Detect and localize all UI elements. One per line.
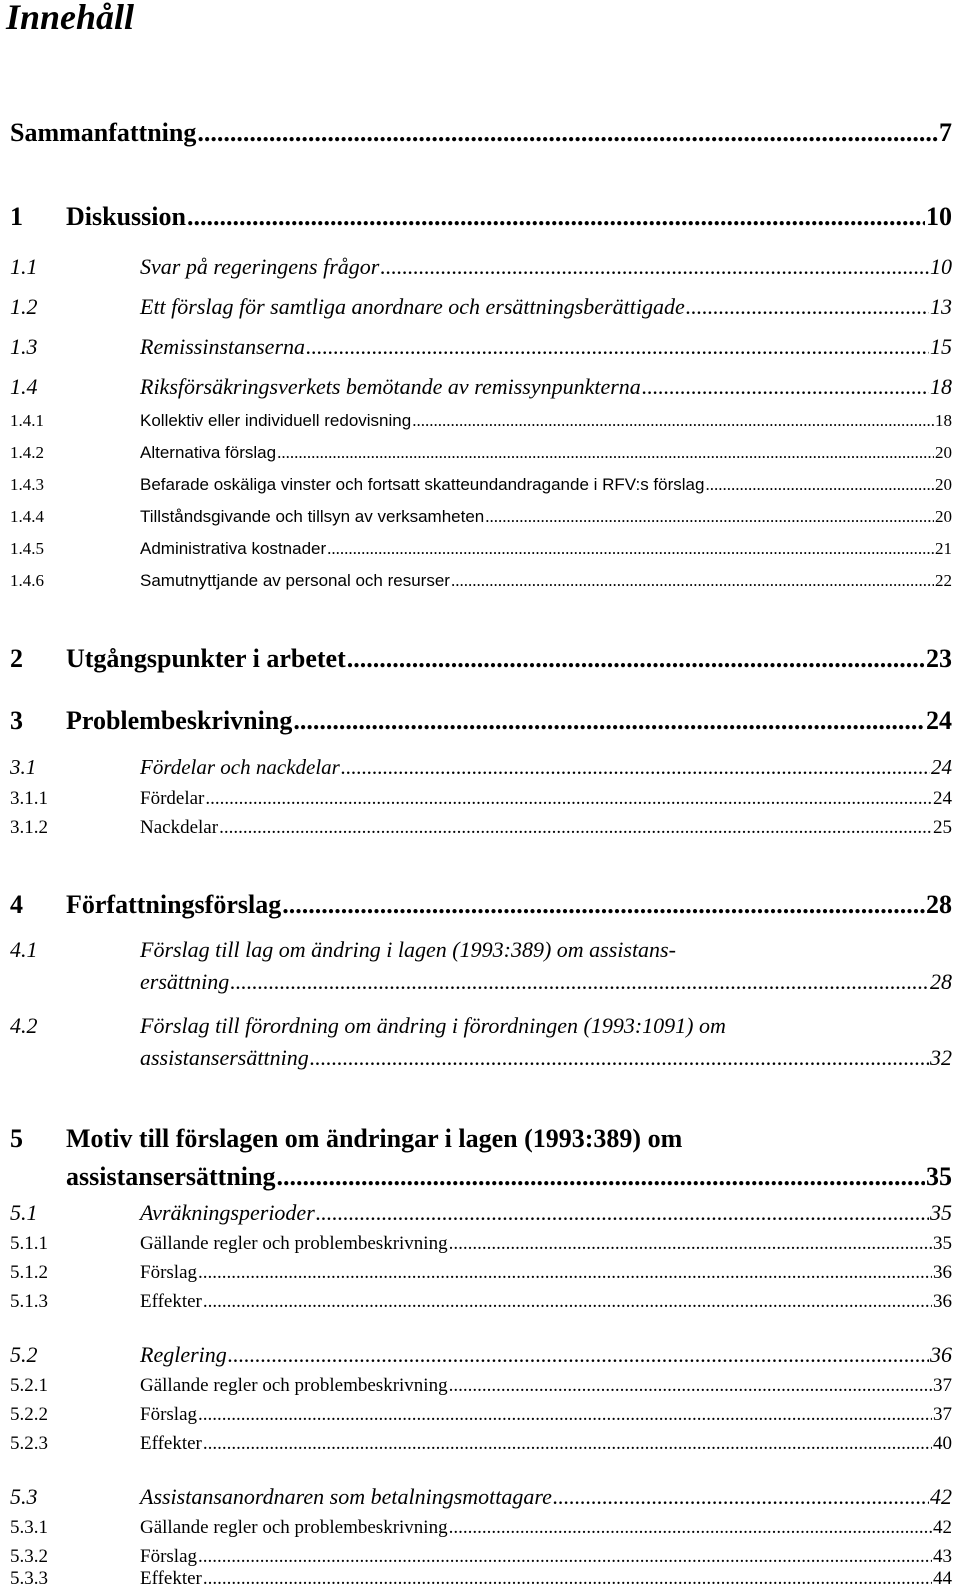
toc-leader-dots [327,539,934,559]
toc-title-line-1: Förslag till förordning om ändring i förordningen (1993:1091) om [140,1013,726,1038]
toc-leader-dots [276,1158,925,1196]
toc-leader-dots [306,334,929,360]
toc-leader-dots [205,788,932,810]
toc-entry-5-2-3[interactable] [10,1433,952,1455]
toc-title: Svar på regeringens frågor [140,254,380,279]
toc-title: Reglering [140,1342,227,1367]
toc-page-number: 37 [933,1375,952,1396]
toc-page-number: 42 [933,1517,952,1538]
toc-title: Effekter [140,1433,202,1454]
toc-leader-dots [380,254,929,280]
toc-number: 5.1.2 [10,1262,48,1283]
toc-entry-1-4-2[interactable] [10,443,952,463]
toc-entry-3-1[interactable] [10,755,952,780]
toc-page-number: 15 [930,334,952,359]
toc-title: Gällande regler och problembeskrivning [140,1517,448,1538]
toc-page-number: 32 [930,1045,952,1070]
toc-entry-1-1[interactable] [10,254,952,280]
toc-leader-dots [203,1291,932,1313]
toc-leader-dots [347,644,925,674]
toc-page-number: 10 [930,254,952,279]
toc-leader-dots [282,890,925,920]
toc-leader-dots [451,571,934,591]
toc-title: Fördelar och nackdelar [140,755,340,779]
toc-entry-1-3[interactable] [10,334,952,360]
toc-page-number: 10 [926,202,952,231]
toc-number: 2 [10,644,23,673]
toc-entry-3[interactable] [10,706,952,736]
toc-entry-4-2[interactable] [10,1010,952,1074]
toc-number: 5.1 [10,1200,38,1225]
toc-leader-dots [341,755,930,780]
toc-leader-dots [412,411,934,431]
toc-page-number: 23 [926,644,952,673]
toc-number: 1.4.2 [10,443,44,462]
toc-entry-1-4-3[interactable] [10,475,952,495]
toc-title: Effekter [140,1291,202,1312]
toc-page-number: 43 [933,1546,952,1567]
toc-leader-dots [198,1546,932,1568]
toc-number: 4 [10,890,23,919]
toc-number: 5.3.3 [10,1568,48,1589]
toc-number: 1.4.5 [10,539,44,558]
toc-number: 4.1 [10,937,38,962]
toc-page-number: 22 [935,571,952,590]
toc-page-number: 35 [930,1200,952,1225]
toc-page-number: 13 [930,294,952,319]
toc-leader-dots [293,706,925,736]
toc-title-line-2: assistansersättning [140,1045,309,1070]
toc-number: 4.2 [10,1013,38,1038]
toc-page-number: 20 [935,443,952,462]
toc-leader-dots [449,1375,932,1397]
toc-entry-5-1-2[interactable] [10,1262,952,1284]
toc-entry-1-4-5[interactable] [10,539,952,559]
toc-leader-dots [705,475,934,495]
toc-entry-5-3-3[interactable] [10,1568,952,1590]
toc-number: 1.4.1 [10,411,44,430]
toc-page-number: 18 [930,374,952,399]
toc-page-number: 36 [933,1262,952,1283]
toc-page-number: 44 [933,1568,952,1589]
toc-number: 3.1.1 [10,788,48,809]
toc-number: 3.1 [10,755,37,779]
toc-page-number: 24 [926,706,952,735]
toc-title-line-1: Motiv till förslagen om ändringar i lagen (1993:389) om [66,1124,683,1153]
toc-page-number: 25 [933,817,952,838]
toc-title-line-2: assistansersättning [66,1162,276,1191]
toc-number: 5.3 [10,1484,38,1509]
toc-page-number: 40 [933,1433,952,1454]
toc-number: 5.2.1 [10,1375,48,1396]
toc-leader-dots [203,1568,932,1590]
toc-number: 5.3.1 [10,1517,48,1538]
toc-leader-dots [553,1484,929,1510]
toc-page-number: 24 [931,755,952,779]
toc-leader-dots [686,294,929,320]
toc-title: Remissinstanserna [140,334,305,359]
toc-leader-dots [187,202,925,232]
toc-entry-1-2[interactable] [10,294,952,320]
toc-title: Problembeskrivning [66,706,293,735]
toc-page-number: 18 [935,411,952,430]
toc-entry-5-1-1[interactable] [10,1233,952,1255]
toc-leader-dots [642,374,929,400]
toc-leader-dots [197,118,938,148]
toc-title: Nackdelar [140,817,219,838]
toc-entry-5-1[interactable] [10,1200,952,1226]
toc-leader-dots [449,1233,932,1255]
toc-entry-1-4[interactable] [10,374,952,400]
toc-page-number: 28 [926,890,952,919]
toc-page-number: 20 [935,507,952,526]
toc-number: 5 [10,1124,23,1153]
toc-entry-1-4-4[interactable] [10,507,952,527]
toc-number: 5.2.2 [10,1404,48,1425]
toc-number: 1.4.3 [10,475,44,494]
toc-leader-dots [219,817,932,839]
toc-leader-dots [277,443,934,463]
toc-title-line-1: Förslag till lag om ändring i lagen (1993:389) om assistans- [140,937,676,962]
toc-title: Diskussion [66,202,186,231]
toc-page-number: 21 [935,539,952,558]
toc-leader-dots [310,1042,929,1074]
toc-title: Sammanfattning [10,118,197,147]
toc-number: 5.1.3 [10,1291,48,1312]
toc-number: 3.1.2 [10,817,48,838]
toc-entry-1[interactable] [10,202,952,232]
toc-page-number: 36 [933,1291,952,1312]
toc-title: Utgångspunkter i arbetet [66,644,346,673]
toc-number: 5.2.3 [10,1433,48,1454]
toc-entry-4-1[interactable] [10,934,952,998]
toc-leader-dots [316,1200,929,1226]
toc-number: 5.2 [10,1342,38,1367]
toc-number: 1.4 [10,374,38,399]
toc-leader-dots [203,1433,932,1455]
toc-page-number: 20 [935,475,952,494]
toc-title: Alternativa förslag [140,443,277,462]
toc-number: 1 [10,202,23,231]
toc-title: Befarade oskäliga vinster och fortsatt skatteundandragande i RFV:s förslag [140,475,705,494]
toc-entry-5-2-2[interactable] [10,1404,952,1426]
toc-entry-5-3[interactable] [10,1484,952,1510]
toc-entry-4[interactable] [10,890,952,920]
toc-entry-1-4-6[interactable] [10,571,952,591]
toc-title: Ett förslag för samtliga anordnare och ersättningsberättigade [140,294,685,319]
toc-number: 3 [10,706,23,735]
toc-title: Förslag [140,1404,197,1425]
toc-page-number: 35 [926,1162,952,1191]
toc-page-number: 36 [930,1342,952,1367]
toc-number: 1.4.6 [10,571,44,590]
toc-page-number: 42 [930,1484,952,1509]
toc-number: 5.1.1 [10,1233,48,1254]
toc-title: Avräkningsperioder [140,1200,315,1225]
toc-number: 1.3 [10,334,38,359]
toc-title: Gällande regler och problembeskrivning [140,1233,448,1254]
toc-title: Fördelar [140,788,205,809]
toc-page-number: 28 [930,969,952,994]
toc-leader-dots [230,966,929,998]
toc-title-line-2: ersättning [140,969,230,994]
toc-leader-dots [198,1404,932,1426]
toc-title: Förslag [140,1262,197,1283]
toc-entry-3-1-1[interactable] [10,788,952,810]
toc-entry-5[interactable] [10,1120,952,1196]
page-title: Innehåll [6,0,135,37]
toc-entry-1-4-1[interactable] [10,411,952,431]
toc-title: Riksförsäkringsverkets bemötande av remissynpunkterna [140,374,641,399]
toc-entry-2[interactable] [10,644,952,674]
toc-entry-3-1-2[interactable] [10,817,952,839]
toc-number: 1.4.4 [10,507,44,526]
toc-number: 5.3.2 [10,1546,48,1567]
toc-entry-5-2-1[interactable] [10,1375,952,1397]
toc-title: Förslag [140,1546,197,1567]
toc-page-number: 35 [933,1233,952,1254]
toc-number: 1.1 [10,254,38,279]
toc-leader-dots [228,1342,929,1368]
toc-title: Samutnyttjande av personal och resurser [140,571,450,590]
toc-title: Effekter [140,1568,202,1589]
toc-entry-5-2[interactable] [10,1342,952,1368]
toc-title: Administrativa kostnader [140,539,327,558]
toc-leader-dots [449,1517,932,1539]
toc-entry-5-3-2[interactable] [10,1546,952,1568]
toc-entry-5-3-1[interactable] [10,1517,952,1539]
toc-leader-dots [485,507,934,527]
toc-title: Gällande regler och problembeskrivning [140,1375,448,1396]
toc-page-number: 7 [939,118,952,147]
toc-title: Tillståndsgivande och tillsyn av verksamheten [140,507,485,526]
toc-entry-sammanfattning[interactable] [10,118,952,148]
toc-title: Assistansanordnaren som betalningsmottagare [140,1484,552,1509]
toc-page-number: 37 [933,1404,952,1425]
toc-page-number: 24 [933,788,952,809]
toc-title: Kollektiv eller individuell redovisning [140,411,412,430]
toc-title: Författningsförslag [66,890,282,919]
toc-entry-5-1-3[interactable] [10,1291,952,1313]
toc-leader-dots [198,1262,932,1284]
toc-number: 1.2 [10,294,38,319]
